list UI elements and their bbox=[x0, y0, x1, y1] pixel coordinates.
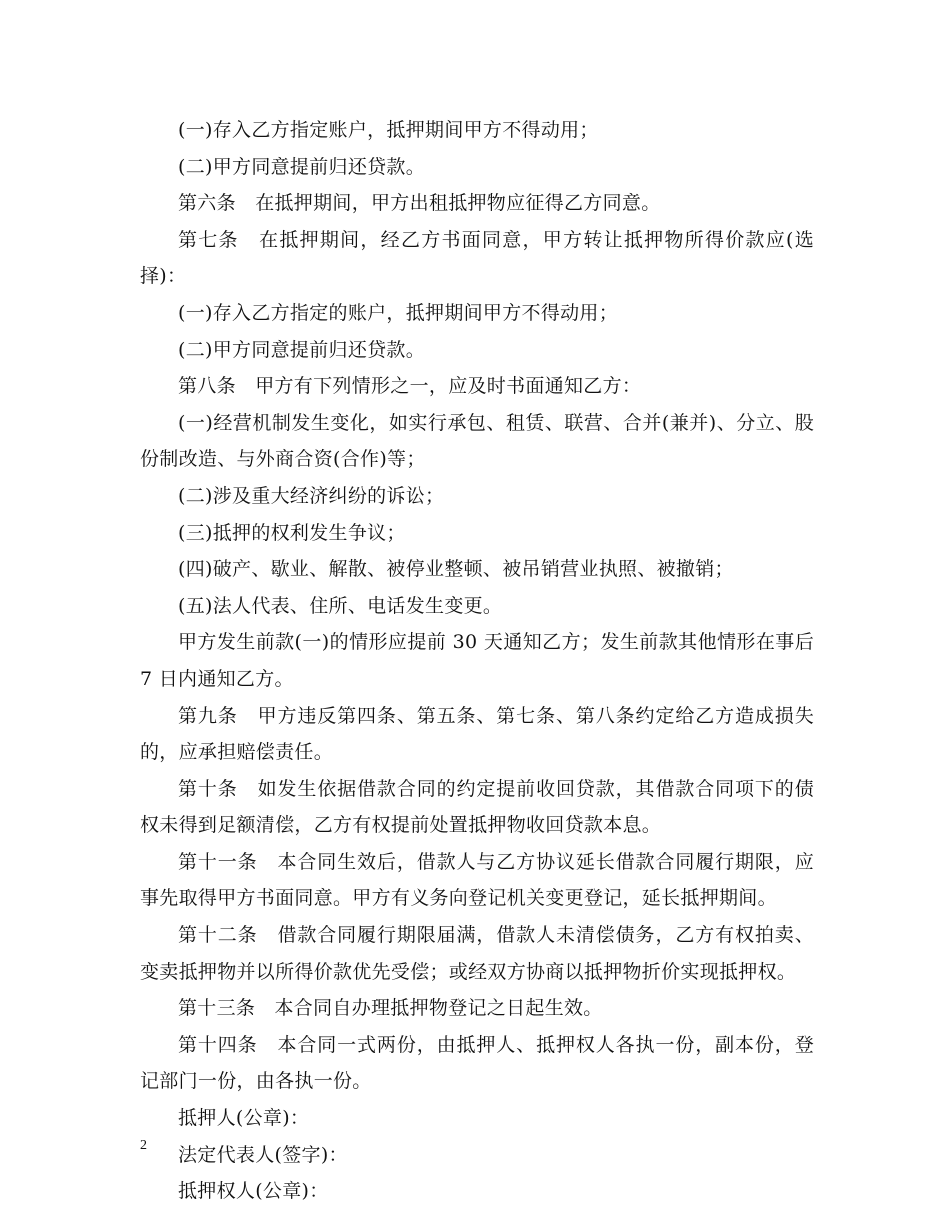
article-7-item-1: (一)存入乙方指定的账户，抵押期间甲方不得动用； bbox=[178, 301, 619, 324]
article-8: 第八条 甲方有下列情形之一，应及时书面通知乙方： bbox=[178, 375, 642, 398]
article-8-item-5: (五)法人代表、住所、电话发生变更。 bbox=[178, 594, 503, 617]
article-7-item-2: (二)甲方同意提前归还贷款。 bbox=[178, 338, 426, 361]
article-12: 第十二条 借款合同履行期限届满，借款人未清偿债务，乙方有权拍卖、变卖抵押物并以所得价款优先受偿；或经双方协商以抵押物折价实现抵押权。 bbox=[140, 924, 814, 983]
article-14: 第十四条 本合同一式两份，由抵押人、抵押权人各执一份，副本份，登记部门一份，由各执一份。 bbox=[140, 1033, 814, 1093]
contract-body bbox=[140, 112, 814, 1210]
article-10: 第十条 如发生依据借款合同的约定提前收回贷款，其借款合同项下的债权未得到足额清偿，乙方有权提前处置抵押物收回贷款本息。 bbox=[140, 777, 814, 837]
article-11: 第十一条 本合同生效后，借款人与乙方协议延长借款合同履行期限，应事先取得甲方书面同意。甲方有义务向登记机关变更登记，延长抵押期间。 bbox=[140, 850, 814, 910]
clause-item-deposit-account: (一)存入乙方指定账户，抵押期间甲方不得动用； bbox=[178, 119, 599, 141]
mortgagor-seal-line: 抵押人(公章)： bbox=[178, 1107, 310, 1130]
article-8-item-2: (二)涉及重大经济纠纷的诉讼； bbox=[178, 484, 445, 507]
article-8-item-4: (四)破产、歇业、解散、被停业整顿、被吊销营业执照、被撤销； bbox=[178, 558, 734, 581]
article-8-notice-period: 甲方发生前款(一)的情形应提前 30 天通知乙方；发生前款其他情形在事后 7 日内通知乙方。 bbox=[140, 631, 814, 690]
article-8-item-3: (三)抵押的权利发生争议； bbox=[178, 521, 406, 544]
page-number: 2 bbox=[140, 1138, 147, 1153]
article-13: 第十三条 本合同自办理抵押物登记之日起生效。 bbox=[178, 997, 603, 1020]
clause-item-early-repayment: (二)甲方同意提前归还贷款。 bbox=[178, 155, 426, 178]
article-6: 第六条 在抵押期间，甲方出租抵押物应征得乙方同意。 bbox=[178, 192, 661, 215]
article-8-item-1: (一)经营机制发生变化，如实行承包、租赁、联营、合并(兼并)、分立、股份制改造、与外商合资(合作)等； bbox=[140, 411, 814, 471]
mortgagee-seal-line: 抵押权人(公章)： bbox=[178, 1180, 329, 1203]
article-9: 第九条 甲方违反第四条、第五条、第七条、第八条约定给乙方造成损失的，应承担赔偿责任。 bbox=[140, 704, 814, 764]
legal-representative-signature-line: 法定代表人(签字)： bbox=[178, 1143, 348, 1166]
article-7: 第七条 在抵押期间，经乙方书面同意，甲方转让抵押物所得价款应(选择)： bbox=[140, 228, 814, 288]
